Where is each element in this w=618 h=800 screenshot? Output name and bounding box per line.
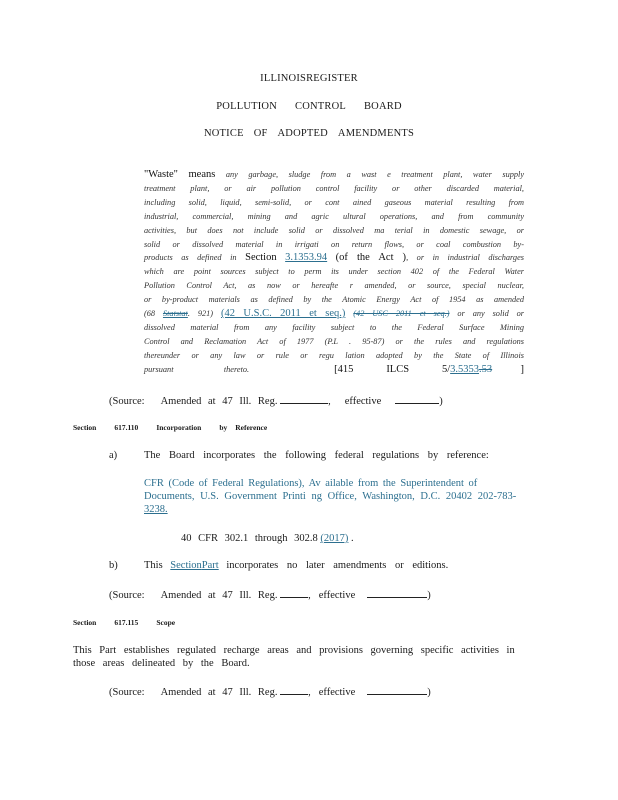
cfr-line: 3238. — [144, 504, 168, 515]
item-a-marker: a) — [109, 450, 118, 461]
section-label: Section — [73, 423, 97, 432]
definition-line: industrial, commercial, mining and agric ultural operations, and from community — [144, 211, 524, 221]
ilcs-close: ] — [520, 363, 524, 375]
reg-blank — [280, 394, 328, 404]
waste-definition — [144, 168, 524, 377]
notice-title-word: AMENDMENTS — [337, 128, 415, 139]
source-note — [109, 588, 431, 601]
reg-blank — [280, 685, 308, 695]
definition-line: solid or dissolved material in irrigati on return flows, or coal combustion by- — [144, 239, 524, 249]
source-comma: , — [308, 687, 311, 698]
board-title-word: CONTROL — [294, 101, 346, 112]
section-title: Incorporation — [156, 423, 202, 432]
board-title-word: POLLUTION — [216, 101, 277, 112]
section-number: 617.115 — [114, 618, 139, 627]
source-effective: effective — [344, 396, 382, 407]
source-label: (Source: — [109, 396, 145, 407]
source-comma: , — [328, 396, 331, 407]
definition-line: which are point sources subject to perm its under section 402 of the Federal Water — [144, 267, 524, 277]
cfr-line: Documents, U.S. Government Printi ng Office, Washington, D.C. 20402 202-783- — [144, 491, 517, 502]
source-close: ) — [427, 687, 431, 698]
item-b-text — [144, 560, 448, 571]
definition-line: thereunder or any law or rule or regu lation adopted by the State of Illinois — [144, 350, 524, 360]
act-reference: (of the Act ) — [335, 252, 407, 264]
scope-line: those areas delineated by the Board. — [73, 658, 250, 669]
source-effective: effective — [318, 590, 356, 601]
source-comma: , — [308, 590, 311, 601]
scope-line: This Part establishes regulated recharge areas and provisions governing specific activities in — [73, 645, 515, 656]
defined-term: "Waste" — [144, 169, 178, 180]
definition-line: dissolved material from any facility subject to the Federal Surface Mining — [144, 322, 524, 332]
source-close: ) — [439, 396, 443, 407]
definition-text: products as defined in — [144, 253, 237, 263]
source-note — [109, 685, 431, 698]
definition-line: including solid, liquid, semi-solid, or cont ained gaseous material resulting from — [144, 197, 524, 207]
cfr-line: CFR (Code of Federal Regulations), Av ailable from the Superintendent of — [144, 478, 478, 489]
date-blank — [367, 588, 427, 598]
definition-text: . 921) — [187, 309, 214, 319]
definition-line — [144, 168, 524, 182]
item-b-rest: incorporates no later amendments or editions. — [226, 560, 449, 571]
inserted-usc-citation: (42 U.S.C. 2011 et seq.) — [220, 308, 346, 320]
definition-line — [144, 363, 524, 377]
ilcs-citation: [415 ILCS 5/ — [334, 363, 451, 375]
cfr-citation-text: 40 CFR 302.1 through 302.8 — [181, 533, 318, 544]
definition-text: or any solid or — [457, 309, 524, 319]
section-heading-617-110 — [73, 423, 267, 432]
definition-text: , or in industrial discharges — [406, 253, 524, 263]
definition-text: (68 — [144, 309, 156, 319]
source-note — [109, 394, 443, 407]
notice-title — [0, 128, 618, 139]
date-blank — [395, 394, 439, 404]
item-a-text: The Board incorporates the following federal regulations by reference: — [144, 450, 489, 461]
item-b-marker: b) — [109, 560, 118, 571]
definition-text: any garbage, sludge from a wast e treatment plant, water supply — [225, 170, 525, 179]
date-blank — [367, 685, 427, 695]
section-title: Scope — [156, 618, 176, 627]
inserted-section-number: 3.1353.94 — [285, 252, 328, 264]
section-title: Reference — [235, 423, 268, 432]
register-title: ILLINOISREGISTER — [260, 73, 358, 84]
definition-line: Pollution Control Act, as now or hereafte r amended, or source, special nuclear, — [144, 281, 524, 291]
notice-title-word: ADOPTED — [277, 128, 328, 139]
notice-title-word: NOTICE — [203, 128, 244, 139]
inserted-ilcs-number: 3.5353 — [450, 363, 480, 375]
source-amended: Amended at 47 Ill. Reg. — [160, 396, 278, 407]
definition-line: activities, but does not include solid or dissolved ma terial in domestic sewage, or — [144, 225, 524, 235]
definition-line: Control and Reclamation Act of 1977 (P.L . 95-87) or the rules and regulations — [144, 336, 524, 346]
reg-blank — [280, 588, 308, 598]
struck-section-word: Section — [170, 560, 202, 571]
section-word: Section — [245, 252, 277, 264]
cfr-year: (2017) — [320, 533, 349, 544]
section-label: Section — [73, 618, 97, 627]
struck-ilcs-number: .53 — [479, 363, 493, 375]
item-b-word: This — [144, 560, 163, 571]
definition-line — [144, 251, 524, 265]
cfr-citation — [181, 533, 354, 544]
board-title-word: BOARD — [363, 101, 402, 112]
definition-line: treatment plant, or air pollution control facility or other discarded material, — [144, 183, 524, 193]
cfr-period: . — [351, 533, 354, 544]
source-effective: effective — [318, 687, 356, 698]
struck-text: Statstat — [162, 309, 188, 319]
inserted-part-word: Part — [201, 560, 219, 571]
definition-text: pursuant thereto. — [144, 364, 250, 374]
definition-line — [144, 307, 524, 321]
notice-title-word: OF — [253, 128, 268, 139]
section-heading-617-115 — [73, 618, 175, 627]
means-word: means — [188, 169, 216, 180]
section-title: by — [219, 423, 228, 432]
source-label: (Source: — [109, 590, 145, 601]
section-number: 617.110 — [114, 423, 139, 432]
board-title — [0, 101, 618, 112]
source-amended: Amended at 47 Ill. Reg. — [160, 590, 278, 601]
definition-line: or by-product materials as defined by the Atomic Energy Act of 1954 as amended — [144, 295, 524, 305]
struck-usc-citation: (42 USC 2011 et seq.) — [353, 309, 450, 319]
source-close: ) — [427, 590, 431, 601]
source-label: (Source: — [109, 687, 145, 698]
source-amended: Amended at 47 Ill. Reg. — [160, 687, 278, 698]
